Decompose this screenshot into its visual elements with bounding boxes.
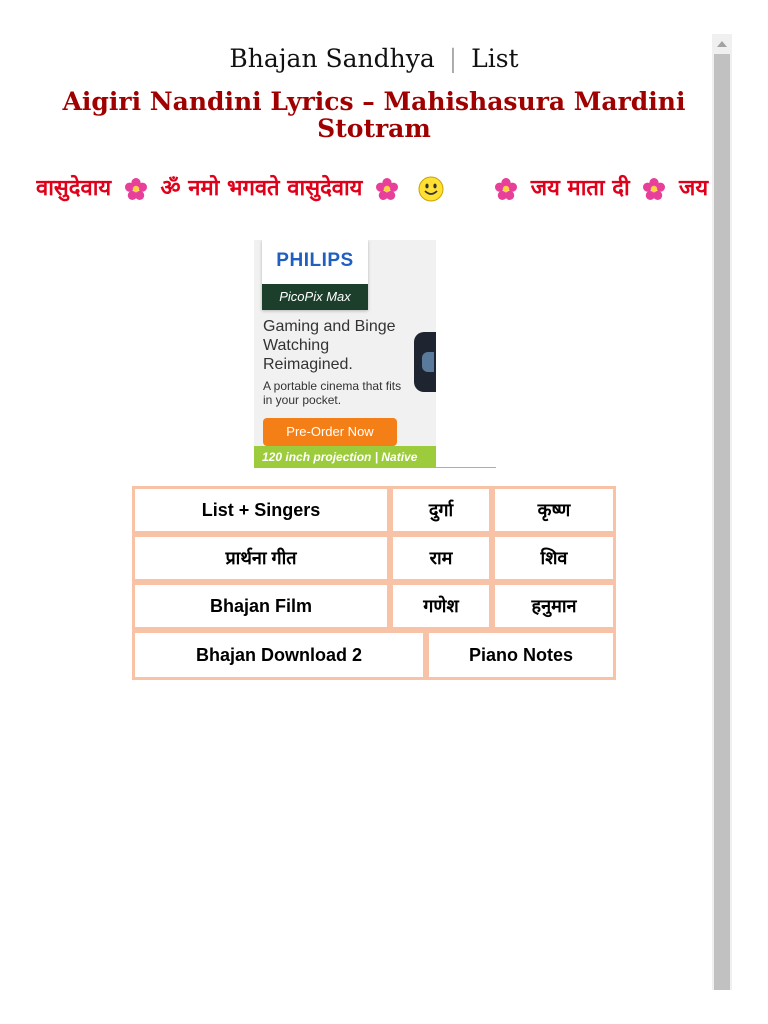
ad-footer: 120 inch projection | Native [254,446,436,468]
scroll-up-button[interactable] [712,34,732,54]
nav-krishna[interactable]: कृष्ण [492,486,616,534]
page-title: Aigiri Nandini Lyrics – Mahishasura Mardini Stotram [62,87,686,143]
nav-bhajan-download[interactable]: Bhajan Download 2 [132,630,426,680]
ad-headline: Gaming and Binge Watching Reimagined. [263,318,396,373]
header-separator: | [448,44,458,73]
nav-durga[interactable]: दुर्गा [390,486,492,534]
smiley-icon [418,176,444,202]
chevron-up-icon [717,41,727,47]
scrollbar-thumb[interactable] [714,54,730,990]
vertical-scrollbar[interactable] [712,34,732,990]
flower-icon [643,178,665,200]
ad-brand: PHILIPS [276,250,354,271]
flower-icon [376,178,398,200]
ad-product: PicoPix Max [262,284,368,310]
nav-prarthana-geet[interactable]: प्रार्थना गीत [132,534,390,582]
nav-ganesh[interactable]: गणेश [390,582,492,630]
list-link[interactable]: List [471,44,519,73]
nav-hanuman[interactable]: हनुमान [492,582,616,630]
site-title-link[interactable]: Bhajan Sandhya [229,44,435,73]
marquee-segment: ॐ नमो भगवते वासुदेवाय [160,176,363,201]
nav-piano-notes[interactable]: Piano Notes [426,630,616,680]
category-nav [132,486,616,680]
ad-divider [436,467,496,468]
flower-icon [495,178,517,200]
marquee-segment: जय माता दी [530,176,630,201]
pre-order-button[interactable]: Pre-Order Now [263,418,397,446]
nav-shiv[interactable]: शिव [492,534,616,582]
ad-subtext: A portable cinema that fits in your pocket. [263,379,402,407]
advertisement[interactable] [254,240,496,468]
marquee-segment: जय [679,176,709,201]
nav-ram[interactable]: राम [390,534,492,582]
nav-bhajan-film[interactable]: Bhajan Film [132,582,390,630]
nav-list-singers[interactable]: List + Singers [132,486,390,534]
ad-creative[interactable] [254,240,436,468]
marquee-banner [36,172,712,208]
projector-lens [422,352,434,372]
marquee-segment: वासुदेवाय [36,176,112,201]
marquee-text [36,172,708,206]
ad-logo-box [262,240,368,310]
flower-icon [125,178,147,200]
site-header [0,44,748,73]
